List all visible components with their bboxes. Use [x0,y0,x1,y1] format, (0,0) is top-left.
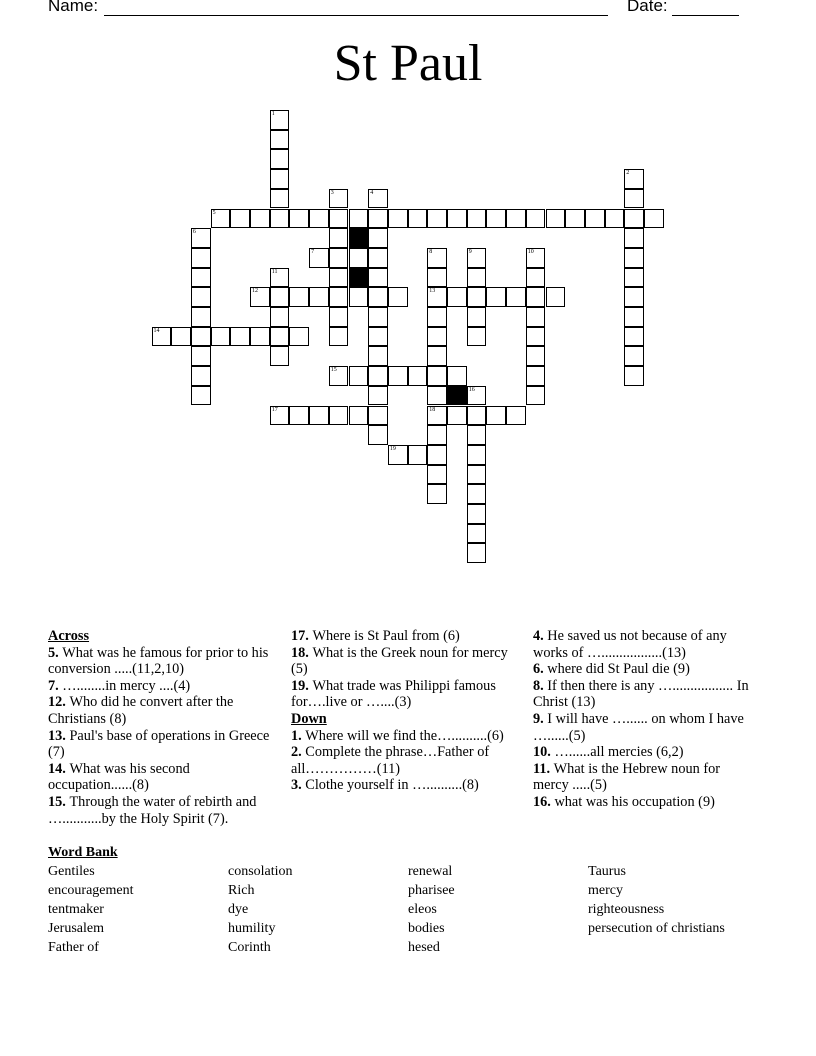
crossword-cell[interactable] [467,504,487,524]
crossword-cell[interactable] [427,327,447,347]
crossword-cell[interactable] [427,307,447,327]
clue-number: 11 [271,268,278,275]
clue [48,728,273,761]
crossword-cell[interactable] [191,327,211,347]
clue-number: 10 [527,248,534,255]
crossword-cell[interactable] [486,209,506,229]
clue-text: Paul's base of operations in Greece (7) [48,727,270,761]
crossword-cell[interactable] [506,406,526,426]
crossword-cell[interactable] [447,366,467,386]
crossword-cell[interactable] [467,248,487,268]
crossword-cell[interactable] [368,287,388,307]
clue [533,661,758,678]
crossword-cell[interactable] [624,209,644,229]
crossword-cell[interactable] [624,327,644,347]
crossword-cell[interactable] [270,268,290,288]
crossword-cell[interactable] [624,228,644,248]
crossword-cell[interactable] [368,406,388,426]
crossword-cell[interactable] [427,268,447,288]
crossword-cell[interactable] [467,543,487,563]
clue-number: 13. [48,727,70,744]
name-label: Name: [48,0,99,15]
clue-number: 5. [48,644,63,661]
crossword-cell[interactable] [467,386,487,406]
crossword-cell[interactable] [388,445,408,465]
clue [291,678,516,711]
word-bank-item: Corinth [228,940,271,955]
clue [48,694,273,727]
clue-number: 9 [468,248,472,255]
word-bank-item: Rich [228,883,255,898]
clue-number: 10. [533,744,555,761]
crossword-cell[interactable] [427,209,447,229]
clue-text: What is the Hebrew noun for mercy .....(5) [533,760,721,794]
clue [533,794,758,811]
clue [291,728,516,745]
clue-number: 7. [48,677,63,694]
crossword-cell[interactable] [329,209,349,229]
crossword-cell[interactable] [467,524,487,544]
clue-text: what was his occupation (9) [554,793,715,810]
clue-text: Where will we find the…..........(6) [305,727,504,744]
crossword-cell[interactable] [270,130,290,150]
word-bank-item: bodies [408,921,445,936]
crossword-cell[interactable] [349,406,369,426]
clue-text: What is the Greek noun for mercy (5) [291,644,508,678]
crossword-cell[interactable] [289,287,309,307]
clue-number: 3. [291,777,306,794]
crossword-cell[interactable] [624,189,644,209]
crossword-cell[interactable] [467,287,487,307]
crossword-cell[interactable] [388,209,408,229]
crossword-cell[interactable] [349,287,369,307]
crossword-cell[interactable] [329,307,349,327]
crossword-cell[interactable] [624,366,644,386]
crossword-cell[interactable] [270,287,290,307]
clue-number: 1. [291,727,306,744]
clue-text: …......all mercies (6,2) [554,744,684,761]
crossword-cell[interactable] [368,425,388,445]
clue-number: 16. [533,793,555,810]
clue [291,645,516,678]
crossword-cell[interactable] [447,287,467,307]
crossword-cell[interactable] [526,287,546,307]
clue-number: 12. [48,694,70,711]
clue-number: 2. [291,744,306,761]
clue-number: 12 [252,288,258,295]
word-bank-item: eleos [408,902,437,917]
crossword-cell[interactable] [230,209,250,229]
clue [533,678,758,711]
crossword-cell[interactable] [388,366,408,386]
word-bank-item: persecution of christians [588,921,725,936]
crossword-cell[interactable] [427,484,447,504]
crossword-cell[interactable] [211,209,231,229]
clue-text: If then there is any …................. In Christ (13) [533,677,749,711]
clue-number: 19 [389,445,396,452]
crossword-cell[interactable] [230,327,250,347]
crossword-cell[interactable] [270,307,290,327]
crossword-cell[interactable] [191,248,211,268]
word-bank-item: consolation [228,864,293,879]
crossword-cell[interactable] [467,465,487,485]
crossword-cell[interactable] [270,209,290,229]
crossword-cell[interactable] [309,287,329,307]
crossword-cell[interactable] [191,268,211,288]
crossword-cell[interactable] [467,327,487,347]
crossword-cell[interactable] [289,209,309,229]
clue [533,761,758,794]
crossword-cell[interactable] [270,346,290,366]
crossword-cell[interactable] [467,425,487,445]
clue-text: Where is St Paul from (6) [312,628,460,644]
clue-number: 9. [533,710,548,727]
crossword-cell[interactable] [250,287,270,307]
crossword-cell[interactable] [546,287,566,307]
clue-text: He saved us not because of any works of ….................(13) [533,628,727,661]
clue-text: Through the water of rebirth and …...........by the Holy Spirit (7). [48,793,257,827]
crossword-cell[interactable] [467,209,487,229]
crossword-cell[interactable] [624,307,644,327]
crossword-cell[interactable] [329,327,349,347]
clue-text: What was he famous for prior to his conversion .....(11,2,10) [48,644,269,678]
clue-number: 14. [48,760,70,777]
crossword-cell[interactable] [368,327,388,347]
crossword-cell[interactable] [427,386,447,406]
clue-number: 8 [429,248,433,255]
clue-text: Clothe yourself in …..........(8) [305,777,479,794]
crossword-cell[interactable] [605,209,625,229]
crossword-cell[interactable] [467,406,487,426]
crossword-cell[interactable] [191,386,211,406]
crossword-cell[interactable] [447,406,467,426]
crossword-cell[interactable] [526,248,546,268]
word-bank-item: mercy [588,883,623,898]
word-bank-item: Gentiles [48,864,95,879]
crossword-cell[interactable] [289,406,309,426]
crossword-cell[interactable] [191,346,211,366]
clue-text: Complete the phrase…Father of all……………(11) [291,744,490,777]
crossword-cell[interactable] [329,366,349,386]
word-bank-item: humility [228,921,276,936]
black-square [349,268,369,288]
word-bank-item: Father of [48,940,99,955]
clue [291,744,516,777]
crossword-cell[interactable] [644,209,664,229]
clue-number: 5 [212,209,216,216]
clue-text: …........in mercy ....(4) [62,677,191,694]
crossword-cell[interactable] [624,268,644,288]
crossword-cell[interactable] [506,287,526,307]
crossword-cell[interactable] [427,346,447,366]
crossword-cell[interactable] [250,209,270,229]
crossword-cell[interactable] [526,268,546,288]
crossword-cell[interactable] [191,307,211,327]
clue-number: 3 [330,189,334,196]
crossword-cell[interactable] [447,209,467,229]
clue-column-3 [533,628,758,811]
word-bank-item: encouragement [48,883,134,898]
crossword-cell[interactable] [467,484,487,504]
word-bank-item: Taurus [588,864,626,879]
crossword-cell[interactable] [349,248,369,268]
clue-number: 14 [153,327,160,334]
word-bank-item: pharisee [408,883,455,898]
crossword-cell[interactable] [270,327,290,347]
clue-number: 7 [311,248,315,255]
clue-number: 13 [429,288,436,295]
crossword-cell[interactable] [388,287,408,307]
crossword-cell[interactable] [270,406,290,426]
clue [48,794,273,827]
clue-column-1 [48,628,273,827]
crossword-cell[interactable] [329,268,349,288]
crossword-cell[interactable] [368,386,388,406]
crossword-cell[interactable] [349,366,369,386]
word-bank-item: Jerusalem [48,921,104,936]
clue [533,711,758,744]
crossword-cell[interactable] [624,248,644,268]
black-square [447,386,467,406]
crossword-cell[interactable] [270,110,290,130]
crossword-cell[interactable] [211,327,231,347]
word-bank-item: righteousness [588,902,665,917]
crossword-cell[interactable] [526,366,546,386]
crossword-cell[interactable] [467,268,487,288]
crossword-cell[interactable] [368,189,388,209]
black-square [349,228,369,248]
crossword-cell[interactable] [368,346,388,366]
clue-number: 17. [291,628,313,644]
crossword-cell[interactable] [250,327,270,347]
clue-number: 4. [533,628,548,644]
clue-number: 6. [533,661,548,678]
clue-text: Who did he convert after the Christians (8) [48,694,234,727]
crossword-cell[interactable] [270,169,290,189]
clue-number: 11. [533,760,554,777]
date-label: Date: [627,0,668,15]
clue-number: 18 [429,406,436,413]
crossword-cell[interactable] [526,386,546,406]
clue-number: 19. [291,677,313,694]
word-bank-item: tentmaker [48,902,104,917]
crossword-cell[interactable] [349,209,369,229]
crossword-cell[interactable] [368,209,388,229]
clue-number: 15 [330,367,337,374]
clue [291,777,516,794]
crossword-cell[interactable] [368,268,388,288]
crossword-cell[interactable] [191,228,211,248]
word-bank-item: hesed [408,940,440,955]
crossword-cell[interactable] [368,248,388,268]
crossword-cell[interactable] [526,209,546,229]
crossword-cell[interactable] [427,248,447,268]
crossword-cell[interactable] [270,189,290,209]
crossword-cell[interactable] [329,189,349,209]
crossword-cell[interactable] [408,366,428,386]
crossword-cell[interactable] [467,307,487,327]
clue-number: 17 [271,406,278,413]
page-title: St Paul [333,35,483,92]
crossword-cell[interactable] [624,287,644,307]
crossword-cell[interactable] [506,209,526,229]
crossword-cell[interactable] [427,366,447,386]
crossword-cell[interactable] [427,406,447,426]
crossword-cell[interactable] [565,209,585,229]
crossword-cell[interactable] [526,327,546,347]
clue [48,678,273,695]
crossword-cell[interactable] [329,287,349,307]
crossword-cell[interactable] [289,327,309,347]
crossword-cell[interactable] [368,307,388,327]
crossword-cell[interactable] [427,287,447,307]
clue-number: 16 [468,386,475,393]
crossword-cell[interactable] [486,406,506,426]
crossword-cell[interactable] [526,346,546,366]
clue-number: 8. [533,677,548,694]
crossword-cell[interactable] [624,169,644,189]
clue-text: What trade was Philippi famous for….live or …....(3) [291,677,496,711]
clue-text: I will have …...... on whom I have …......(5) [533,710,744,744]
crossword-cell[interactable] [152,327,172,347]
clue-text: where did St Paul die (9) [547,661,690,678]
clue-number: 15. [48,793,70,810]
clue-number: 2 [626,170,630,177]
clue [533,744,758,761]
crossword-cell[interactable] [329,248,349,268]
crossword-cell[interactable] [309,406,329,426]
clue-number: 4 [370,189,374,196]
word-bank-item: dye [228,902,249,917]
crossword-cell[interactable] [368,228,388,248]
clue-number: 1 [271,111,275,117]
crossword-cell[interactable] [585,209,605,229]
crossword-cell[interactable] [427,445,447,465]
crossword-cell[interactable] [408,209,428,229]
clue-text: What was his second occupation......(8) [48,760,190,794]
crossword-cell[interactable] [171,327,191,347]
word-bank-item: renewal [408,864,453,879]
crossword-cell[interactable] [309,248,329,268]
clue [48,645,273,678]
crossword-cell[interactable] [546,209,566,229]
across-heading: Across [48,628,90,644]
clue [48,761,273,794]
crossword-cell[interactable] [427,425,447,445]
crossword-cell[interactable] [486,287,506,307]
clue [291,628,516,645]
crossword-cell[interactable] [309,209,329,229]
clue-column-2 [291,628,516,794]
crossword-cell[interactable] [191,366,211,386]
crossword-cell[interactable] [526,307,546,327]
crossword-cell[interactable] [368,366,388,386]
crossword-cell[interactable] [191,287,211,307]
clue-number: 6 [192,229,196,236]
crossword-cell[interactable] [624,346,644,366]
word-bank-heading: Word Bank [48,845,118,860]
clue [533,628,758,661]
down-heading: Down [291,710,327,727]
crossword-cell[interactable] [408,445,428,465]
clue-number: 18. [291,644,313,661]
crossword-cell[interactable] [427,465,447,485]
crossword-cell[interactable] [270,149,290,169]
crossword-cell[interactable] [329,228,349,248]
crossword-cell[interactable] [467,445,487,465]
crossword-cell[interactable] [329,406,349,426]
